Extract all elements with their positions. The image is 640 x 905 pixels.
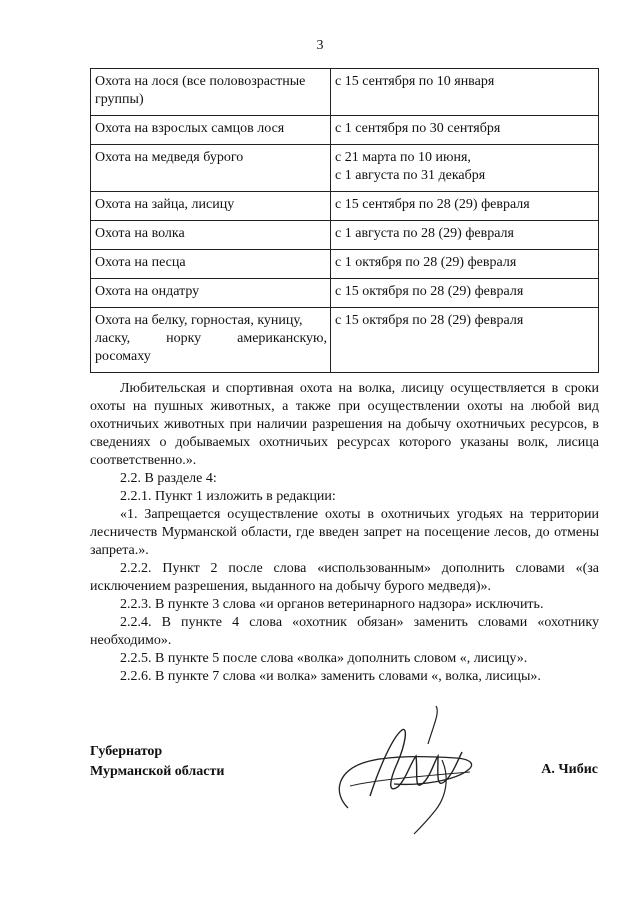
table-row bbox=[91, 221, 599, 250]
table-row bbox=[91, 192, 599, 221]
activity-cell bbox=[91, 192, 331, 221]
period-text: с 15 октября по 28 (29) февраля bbox=[335, 313, 524, 328]
period-cell bbox=[331, 192, 599, 221]
activity-text: Охота на песца bbox=[95, 255, 186, 270]
signer-title bbox=[90, 742, 224, 782]
paragraph: 2.2.5. В пункте 5 после слова «волка» дополнить словом «, лисицу». bbox=[120, 651, 528, 666]
activity-cell bbox=[91, 221, 331, 250]
table-row bbox=[91, 279, 599, 308]
period-cell bbox=[331, 69, 599, 116]
paragraph: 2.2. В разделе 4: bbox=[120, 471, 217, 486]
activity-text: Охота на волка bbox=[95, 226, 185, 241]
period-cell bbox=[331, 308, 599, 373]
activity-text: Охота на взрослых самцов лося bbox=[95, 121, 285, 136]
table-row bbox=[91, 116, 599, 145]
paragraph: Любительская и спортивная охота на волка, лисицу осуществляется в сроки охоты на пушных животных, а также при осуществлении охоты на любой вид охотничьих животных при наличии разрешения на добычу охотничьих ресурсов, в сведениях о добываемых охотничьих ресурсах которого указаны волк, лисица соответственно.». bbox=[90, 381, 599, 468]
hunting-periods-table bbox=[90, 68, 599, 373]
table-row bbox=[91, 308, 599, 373]
document-body bbox=[90, 380, 599, 686]
table-row bbox=[91, 145, 599, 192]
table-row bbox=[91, 69, 599, 116]
period-text: с 21 марта по 10 июня, bbox=[335, 150, 471, 165]
page-number: 3 bbox=[316, 38, 324, 53]
signer-name: А. Чибис bbox=[541, 762, 598, 777]
period-cell bbox=[331, 221, 599, 250]
signer-title-line: Губернатор bbox=[90, 744, 163, 759]
table-row bbox=[91, 250, 599, 279]
activity-cell bbox=[91, 279, 331, 308]
activity-cell bbox=[91, 308, 331, 373]
activity-text: Охота на ондатру bbox=[95, 284, 200, 299]
activity-cell bbox=[91, 145, 331, 192]
period-text: с 1 октября по 28 (29) февраля bbox=[335, 255, 517, 270]
paragraph: 2.2.6. В пункте 7 слова «и волка» заменить словами «, волка, лисицы». bbox=[120, 669, 541, 684]
activity-text: росомаху bbox=[95, 349, 151, 364]
period-cell bbox=[331, 250, 599, 279]
paragraph: 2.2.2. Пункт 2 после слова «использованным» дополнить словами «(за исключением разрешения, выданного на добычу бурого медведя)». bbox=[90, 561, 599, 594]
activity-text: Охота на зайца, лисицу bbox=[95, 197, 235, 212]
period-text: с 1 августа по 31 декабря bbox=[335, 168, 486, 183]
paragraph: 2.2.1. Пункт 1 изложить в редакции: bbox=[120, 489, 336, 504]
paragraph: 2.2.4. В пункте 4 слова «охотник обязан» заменить словами «охотнику необходимо». bbox=[90, 615, 599, 648]
handwritten-signature bbox=[330, 700, 490, 840]
period-text: с 15 октября по 28 (29) февраля bbox=[335, 284, 524, 299]
activity-text: Охота на медведя бурого bbox=[95, 150, 244, 165]
activity-text: Охота на белку, горностая, куницу, bbox=[95, 313, 303, 328]
paragraph: «1. Запрещается осуществление охоты в охотничьих угодьях на территории лесничеств Мурманской области, где введен запрет на посещение лесов, до отмены запрета.». bbox=[90, 507, 599, 558]
activity-text: Охота на лося (все половозрастные bbox=[95, 74, 306, 89]
period-cell bbox=[331, 279, 599, 308]
period-text: с 15 сентября по 10 января bbox=[335, 74, 495, 89]
activity-text: группы) bbox=[95, 92, 144, 107]
paragraph: 2.2.3. В пункте 3 слова «и органов ветеринарного надзора» исключить. bbox=[120, 597, 544, 612]
activity-cell bbox=[91, 250, 331, 279]
activity-text: ласку, норку американскую, bbox=[95, 331, 328, 346]
period-cell bbox=[331, 145, 599, 192]
signer-title-line: Мурманской области bbox=[90, 764, 225, 779]
period-text: с 1 августа по 28 (29) февраля bbox=[335, 226, 514, 241]
period-cell bbox=[331, 116, 599, 145]
period-text: с 15 сентября по 28 (29) февраля bbox=[335, 197, 530, 212]
activity-cell bbox=[91, 116, 331, 145]
period-text: с 1 сентября по 30 сентября bbox=[335, 121, 501, 136]
activity-cell bbox=[91, 69, 331, 116]
